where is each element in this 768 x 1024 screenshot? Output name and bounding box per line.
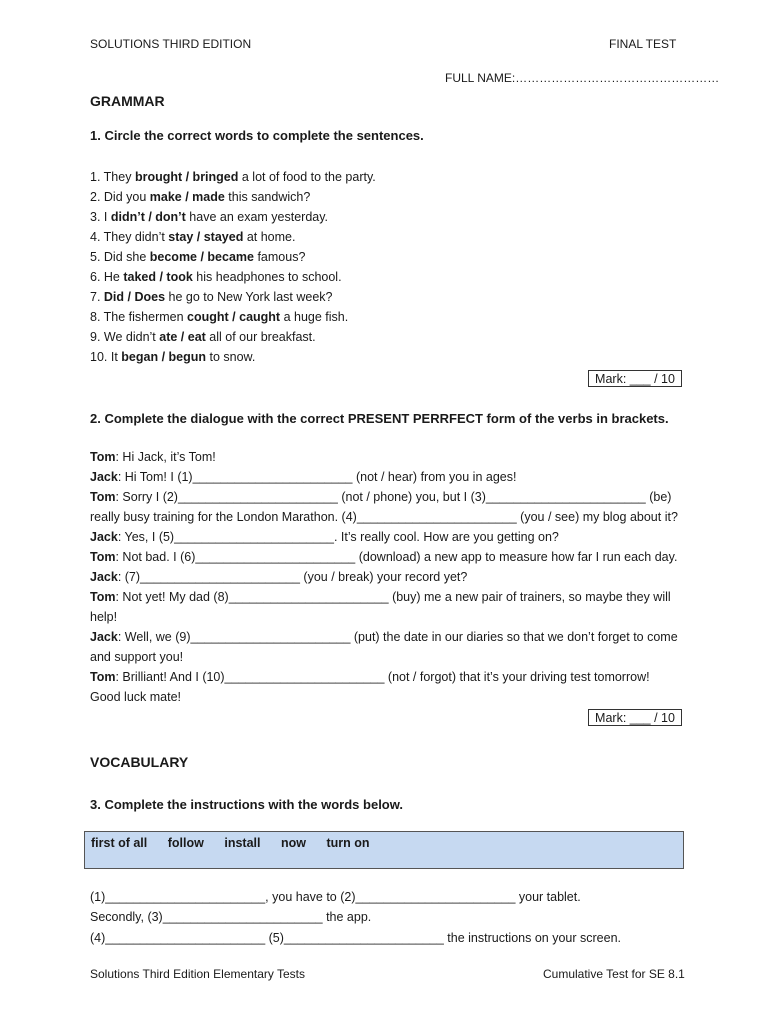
full-name-field: FULL NAME:…………………………………………… xyxy=(445,71,720,85)
dialogue-text: : Not yet! My dad (8)_______________________ (buy) me a new pair of trainers, so maybe they will xyxy=(115,590,671,604)
dialogue-line xyxy=(90,570,467,584)
dialogue-text: : Brilliant! And I (10)_______________________ (not / forgot) that it’s your driving test tomorrow! xyxy=(115,670,650,684)
dialogue-text: : (7)_______________________ (you / break) your record yet? xyxy=(117,570,468,584)
dialogue-line xyxy=(90,590,671,604)
speaker-name: Jack xyxy=(90,570,118,584)
speaker-name: Tom xyxy=(90,670,116,684)
dialogue-line xyxy=(90,530,559,544)
sentence-item xyxy=(90,270,342,284)
speaker-name: Jack xyxy=(90,470,118,484)
sentence-item xyxy=(90,350,255,364)
sentence-text: 3. I xyxy=(90,210,111,224)
sentence-item xyxy=(90,170,376,184)
word-choice[interactable]: began / begun xyxy=(121,350,207,364)
vocabulary-heading: VOCABULARY xyxy=(90,754,189,770)
sentence-text: famous? xyxy=(253,250,306,264)
instruction-line: (4)_______________________ (5)_______________________ the instructions on your screen. xyxy=(90,931,621,945)
dialogue-line xyxy=(90,450,216,464)
sentence-item xyxy=(90,290,333,304)
task3-title: 3. Complete the instructions with the words below. xyxy=(90,797,403,812)
sentence-item xyxy=(90,230,295,244)
word-item: first of all xyxy=(91,836,148,850)
sentence-text: 5. Did she xyxy=(90,250,150,264)
speaker-name: Tom xyxy=(90,490,116,504)
word-item: turn on xyxy=(326,836,370,850)
sentence-text: 9. We didn’t xyxy=(90,330,160,344)
sentence-text: 4. They didn’t xyxy=(90,230,169,244)
sentence-item xyxy=(90,310,348,324)
dialogue-line xyxy=(90,490,671,504)
dialogue-line xyxy=(90,690,181,704)
sentence-text: have an exam yesterday. xyxy=(185,210,329,224)
dialogue-text: : Hi Jack, it’s Tom! xyxy=(115,450,216,464)
header-left: SOLUTIONS THIRD EDITION xyxy=(90,37,252,51)
grammar-heading: GRAMMAR xyxy=(90,93,165,109)
word-choice[interactable]: Did / Does xyxy=(103,290,166,304)
footer-left: Solutions Third Edition Elementary Tests xyxy=(90,967,305,981)
sentence-item xyxy=(90,210,328,224)
dialogue-text: : Not bad. I (6)_______________________ (download) a new app to measure how far I run each day. xyxy=(115,550,678,564)
sentence-text: a lot of food to the party. xyxy=(238,170,376,184)
dialogue-text: : Yes, I (5)_______________________. It’s really cool. How are you getting on? xyxy=(117,530,559,544)
instruction-line: Secondly, (3)_______________________ the app. xyxy=(90,910,372,924)
speaker-name: Tom xyxy=(90,550,116,564)
dialogue-line xyxy=(90,470,516,484)
sentence-text: 1. They xyxy=(90,170,135,184)
word-choice[interactable]: ate / eat xyxy=(159,330,206,344)
speaker-name: Tom xyxy=(90,590,116,604)
word-item: now xyxy=(280,836,306,850)
sentence-text: 7. xyxy=(90,290,104,304)
instruction-line: (1)_______________________, you have to (2)_______________________ your tablet. xyxy=(90,890,581,904)
dialogue-text: Good luck mate! xyxy=(90,690,182,704)
sentence-text: a huge fish. xyxy=(280,310,349,324)
sentence-text: 8. The fishermen xyxy=(90,310,188,324)
sentence-text: his headphones to school. xyxy=(192,270,342,284)
sentence-text: this sandwich? xyxy=(224,190,311,204)
word-choice[interactable]: brought / bringed xyxy=(134,170,239,184)
sentence-text: he go to New York last week? xyxy=(165,290,333,304)
speaker-name: Jack xyxy=(90,630,118,644)
dialogue-text: : Sorry I (2)_______________________ (not / phone) you, but I (3)_______________________ (be) xyxy=(115,490,672,504)
sentence-text: 2. Did you xyxy=(90,190,150,204)
dialogue-text: really busy training for the London Marathon. (4)_______________________ (you / see) my blog about it? xyxy=(90,510,678,524)
task2-title: 2. Complete the dialogue with the correct PRESENT PERRFECT form of the verbs in brackets. xyxy=(90,411,669,426)
sentence-item xyxy=(90,190,310,204)
word-choice[interactable]: become / became xyxy=(149,250,254,264)
footer-right: Cumulative Test for SE 8.1 xyxy=(543,967,685,981)
dialogue-text: : Hi Tom! I (1)_______________________ (not / hear) from you in ages! xyxy=(117,470,517,484)
dialogue-line xyxy=(90,510,678,524)
dialogue-line xyxy=(90,610,117,624)
word-choice[interactable]: taked / took xyxy=(123,270,193,284)
sentence-item xyxy=(90,330,316,344)
speaker-name: Jack xyxy=(90,530,118,544)
dialogue-text: : Well, we (9)_______________________ (put) the date in our diaries so that we don’t forget to come xyxy=(117,630,678,644)
dialogue-text: help! xyxy=(90,610,118,624)
word-box xyxy=(84,831,684,869)
speaker-name: Tom xyxy=(90,450,116,464)
task2-mark: Mark: ___ / 10 xyxy=(588,709,682,726)
dialogue-text: and support you! xyxy=(90,650,184,664)
dialogue-line xyxy=(90,650,183,664)
sentence-text: at home. xyxy=(243,230,296,244)
word-item: follow xyxy=(167,836,204,850)
dialogue-line xyxy=(90,630,678,644)
word-choice[interactable]: make / made xyxy=(149,190,225,204)
sentence-text: 6. He xyxy=(90,270,124,284)
sentence-text: all of our breakfast. xyxy=(205,330,316,344)
word-choice[interactable]: didn’t / don’t xyxy=(110,210,186,224)
task1-title: 1. Circle the correct words to complete the sentences. xyxy=(90,128,424,143)
dialogue-line xyxy=(90,550,677,564)
sentence-item xyxy=(90,250,305,264)
task1-mark: Mark: ___ / 10 xyxy=(588,370,682,387)
word-choice[interactable]: stay / stayed xyxy=(168,230,244,244)
sentence-text: 10. It xyxy=(90,350,122,364)
word-choice[interactable]: cought / caught xyxy=(187,310,281,324)
sentence-text: to snow. xyxy=(206,350,256,364)
dialogue-line xyxy=(90,670,650,684)
word-item: install xyxy=(224,836,261,850)
header-right: FINAL TEST xyxy=(609,37,677,51)
